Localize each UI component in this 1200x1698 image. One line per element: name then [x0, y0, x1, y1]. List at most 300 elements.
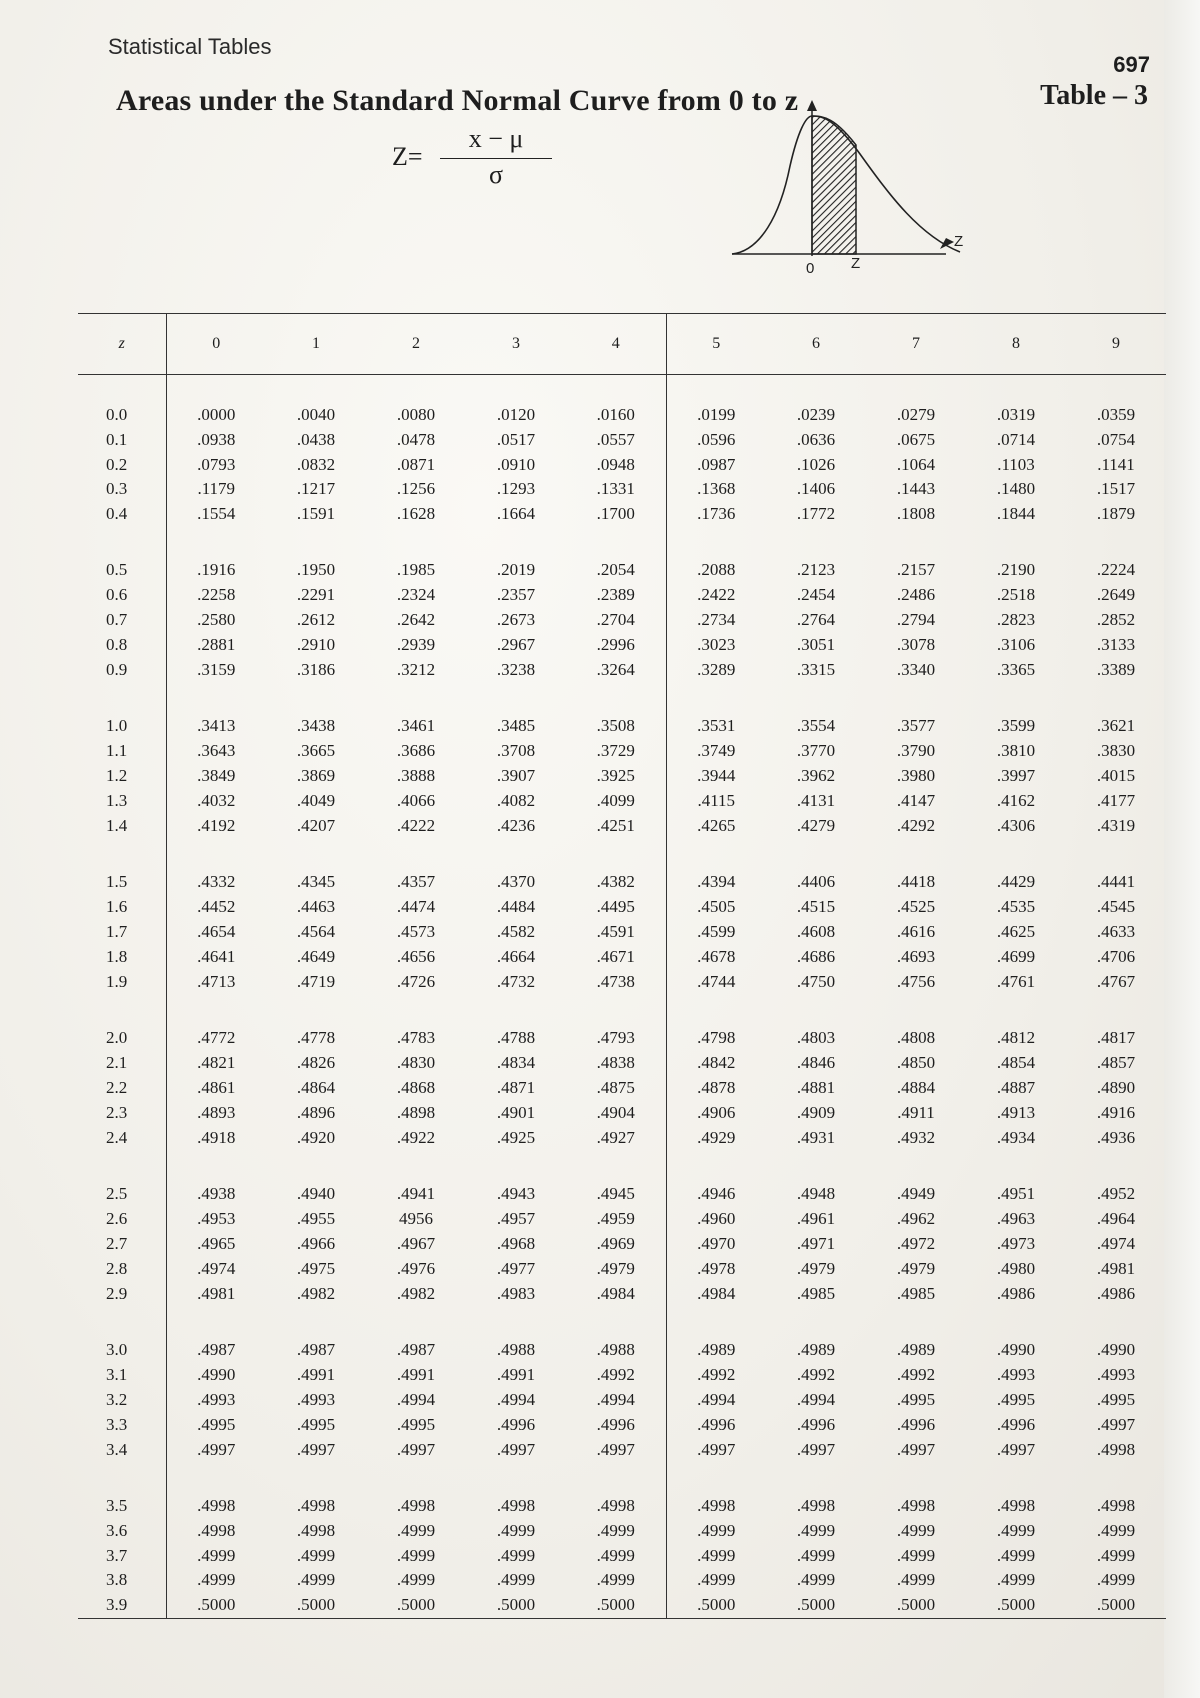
spacer-cell: [466, 527, 566, 558]
area-cell: .4987: [166, 1337, 266, 1362]
area-cell: .2939: [396, 635, 436, 655]
area-cell: .3289: [666, 658, 766, 683]
table-row: [78, 477, 1166, 502]
area-cell: .4875: [596, 1077, 635, 1097]
area-cell: .3790: [896, 741, 936, 761]
spacer-cell: [466, 1306, 566, 1337]
area-cell: .4987: [396, 1339, 436, 1359]
area-cell: .4997: [296, 1439, 336, 1459]
area-cell: .4693: [896, 947, 936, 967]
area-cell: .4925: [496, 1127, 536, 1147]
area-cell: .4345: [296, 872, 336, 892]
spacer-cell: [266, 1306, 366, 1337]
area-cell: .4131: [796, 791, 836, 811]
area-cell: .4964: [1096, 1208, 1136, 1228]
area-cell: .4505: [666, 895, 766, 920]
area-cell: .0359: [1096, 404, 1136, 424]
spacer-cell: [966, 527, 1066, 558]
spacer-cell: [1066, 1306, 1166, 1337]
spacer-cell: [766, 1150, 866, 1181]
spacer-cell: [766, 527, 866, 558]
area-cell: .2764: [796, 610, 836, 630]
section-header: Statistical Tables: [108, 34, 272, 59]
area-cell: .4966: [296, 1233, 336, 1253]
area-cell: .4418: [896, 872, 936, 892]
area-cell: .4941: [396, 1183, 436, 1203]
page-edge: [1164, 0, 1200, 1698]
spacer-cell: [666, 1150, 766, 1181]
spacer-cell: [1066, 683, 1166, 714]
area-cell: .4573: [396, 922, 436, 942]
area-cell: .4997: [796, 1439, 836, 1459]
area-cell: .4474: [396, 897, 436, 917]
area-cell: .1664: [496, 504, 536, 524]
area-cell: .0199: [666, 402, 766, 427]
spacer-cell: [766, 994, 866, 1025]
area-cell: .4957: [496, 1208, 536, 1228]
area-cell: .4999: [796, 1545, 836, 1565]
spacer-cell: [466, 683, 566, 714]
area-cell: .4927: [596, 1127, 635, 1147]
group-spacer: [78, 1150, 1166, 1181]
spacer-cell: [1066, 839, 1166, 870]
area-cell: .4996: [796, 1414, 836, 1434]
area-cell: .4946: [666, 1181, 766, 1206]
area-cell: .0636: [796, 429, 836, 449]
area-cell: .4798: [666, 1026, 766, 1051]
spacer-cell: [266, 1462, 366, 1493]
area-cell: .0000: [166, 402, 266, 427]
group-spacer: [78, 839, 1166, 870]
area-cell: .0793: [166, 452, 266, 477]
z-value-cell: 0.5: [106, 560, 128, 580]
spacer-cell: [166, 994, 266, 1025]
area-cell: .4857: [1096, 1053, 1136, 1072]
area-cell: .0675: [896, 429, 936, 449]
spacer-cell: [266, 683, 366, 714]
area-cell: .4998: [896, 1495, 936, 1515]
table-row: [78, 1543, 1166, 1568]
spacer-cell: [78, 1462, 166, 1493]
spacer-cell: [366, 683, 466, 714]
z-value-cell: 1.4: [106, 816, 128, 836]
axis-arrow-up: [807, 100, 817, 111]
area-cell: .4999: [396, 1570, 436, 1590]
area-cell: .4713: [166, 969, 266, 994]
table-row: [78, 1075, 1166, 1100]
spacer-cell: [78, 375, 166, 403]
table-row: [78, 895, 1166, 920]
area-cell: .4996: [596, 1414, 635, 1434]
area-cell: .4988: [496, 1339, 536, 1359]
area-cell: .4999: [496, 1545, 536, 1565]
area-cell: .4965: [166, 1231, 266, 1256]
area-cell: .1591: [296, 504, 336, 524]
area-cell: .4999: [396, 1545, 436, 1565]
area-cell: .4881: [796, 1077, 836, 1097]
area-cell: .2357: [496, 585, 536, 605]
spacer-cell: [1066, 994, 1166, 1025]
spacer-cell: [78, 839, 166, 870]
area-cell: .4999: [996, 1520, 1036, 1540]
area-cell: .4996: [666, 1412, 766, 1437]
area-cell: .2088: [666, 558, 766, 583]
area-cell: .4878: [666, 1075, 766, 1100]
area-cell: .4115: [666, 789, 766, 814]
area-cell: .4162: [996, 791, 1036, 811]
area-cell: .4654: [166, 920, 266, 945]
area-cell: .3599: [996, 716, 1036, 736]
area-cell: .5000: [266, 1593, 366, 1619]
area-cell: .2673: [496, 610, 536, 630]
area-cell: .5000: [366, 1593, 466, 1619]
area-cell: .3665: [296, 741, 336, 761]
z-value-cell: 2.0: [106, 1028, 128, 1048]
table-row: [78, 1206, 1166, 1231]
z-value-cell: 1.2: [106, 766, 128, 786]
area-cell: .4545: [1096, 897, 1136, 917]
area-cell: .3212: [396, 660, 436, 680]
spacer-cell: [266, 839, 366, 870]
area-cell: .4929: [666, 1125, 766, 1150]
area-cell: .4998: [496, 1495, 536, 1515]
spacer-cell: [78, 1150, 166, 1181]
area-cell: .1026: [796, 454, 836, 474]
spacer-cell: [966, 994, 1066, 1025]
spacer-cell: [866, 1150, 966, 1181]
area-cell: .4998: [596, 1495, 635, 1515]
area-cell: .4846: [796, 1053, 836, 1072]
column-header-9: 8: [966, 314, 1066, 375]
area-cell: .4938: [166, 1181, 266, 1206]
area-cell: .2734: [666, 608, 766, 633]
area-cell: .5000: [166, 1593, 266, 1619]
z-value-cell: 3.0: [106, 1339, 128, 1359]
area-cell: .3686: [396, 741, 436, 761]
area-cell: .4370: [496, 872, 536, 892]
area-cell: .4982: [396, 1283, 436, 1303]
spacer-cell: [866, 994, 966, 1025]
z-value-cell: 0.1: [106, 429, 128, 449]
area-cell: .4582: [496, 922, 536, 942]
area-cell: .0120: [496, 404, 536, 424]
area-cell: .4985: [796, 1283, 836, 1303]
area-cell: .4834: [496, 1053, 536, 1072]
formula-numerator: x − μ: [468, 124, 524, 153]
area-cell: .4986: [996, 1283, 1036, 1303]
spacer-cell: [866, 1462, 966, 1493]
area-cell: .2910: [296, 635, 336, 655]
origin-label: 0: [806, 260, 815, 277]
z-value-cell: 1.9: [106, 971, 128, 991]
area-cell: .3708: [496, 741, 536, 761]
z-value-cell: 2.5: [106, 1183, 128, 1203]
area-cell: .1256: [396, 479, 436, 499]
area-cell: .4989: [796, 1339, 836, 1359]
area-cell: .4988: [596, 1339, 635, 1359]
spacer-cell: [366, 1306, 466, 1337]
area-cell: .4999: [666, 1543, 766, 1568]
area-cell: .4931: [796, 1127, 836, 1147]
area-cell: .1064: [896, 454, 936, 474]
area-cell: .4890: [1096, 1077, 1136, 1097]
table-row: [78, 1100, 1166, 1125]
area-cell: .1103: [997, 454, 1035, 474]
area-cell: .4934: [996, 1127, 1036, 1147]
area-cell: .1217: [296, 479, 336, 499]
area-cell: .4850: [896, 1053, 936, 1072]
spacer-cell: [566, 683, 666, 714]
area-cell: .4911: [897, 1102, 935, 1122]
z-value-cell: 1.6: [106, 897, 128, 917]
area-cell: .4999: [666, 1568, 766, 1593]
area-cell: .4767: [1096, 971, 1136, 991]
area-cell: .4985: [896, 1283, 936, 1303]
area-cell: .0910: [496, 454, 536, 474]
table-row: [78, 1026, 1166, 1051]
area-cell: .4969: [596, 1233, 635, 1253]
table-row: [78, 583, 1166, 608]
area-cell: .4932: [896, 1127, 936, 1147]
area-cell: .4999: [396, 1520, 436, 1540]
area-cell: .4292: [896, 816, 936, 836]
area-cell: .5000: [966, 1593, 1066, 1619]
area-cell: .4999: [896, 1545, 936, 1565]
area-cell: .4826: [296, 1053, 336, 1072]
z-value-cell: 2.1: [106, 1053, 128, 1072]
area-cell: .4999: [996, 1545, 1036, 1565]
area-cell: .4967: [396, 1233, 436, 1253]
column-header-2: 1: [266, 314, 366, 375]
area-cell: .4649: [296, 947, 336, 967]
area-cell: .4977: [496, 1258, 536, 1278]
area-cell: .4996: [496, 1414, 536, 1434]
area-cell: .4979: [796, 1258, 836, 1278]
area-cell: .0987: [666, 452, 766, 477]
area-cell: .4998: [166, 1518, 266, 1543]
table-row: [78, 1125, 1166, 1150]
area-cell: .5000: [466, 1593, 566, 1619]
area-cell: .4995: [996, 1389, 1036, 1409]
table-row: [78, 1412, 1166, 1437]
area-cell: .4032: [166, 789, 266, 814]
area-cell: .4981: [166, 1281, 266, 1306]
area-cell: .4992: [596, 1364, 635, 1384]
area-cell: .3238: [496, 660, 536, 680]
area-cell: .1179: [166, 477, 266, 502]
area-cell: .4893: [166, 1100, 266, 1125]
table-row: [78, 1493, 1166, 1518]
spacer-cell: [1066, 1150, 1166, 1181]
area-cell: .4999: [596, 1570, 635, 1590]
spacer-cell: [666, 839, 766, 870]
z-value-cell: 3.9: [78, 1593, 166, 1619]
area-cell: .4884: [896, 1077, 936, 1097]
area-cell: .3106: [996, 635, 1036, 655]
area-cell: .4955: [296, 1208, 336, 1228]
area-cell: .4998: [666, 1493, 766, 1518]
area-cell: .4948: [796, 1183, 836, 1203]
shaded-area: [812, 116, 856, 254]
spacer-cell: [366, 375, 466, 403]
area-cell: .0160: [596, 404, 635, 424]
area-cell: .0754: [1096, 429, 1136, 449]
area-cell: .3413: [166, 714, 266, 739]
area-cell: .4996: [896, 1414, 936, 1434]
group-spacer: [78, 683, 1166, 714]
area-cell: .4973: [996, 1233, 1036, 1253]
spacer-cell: [466, 994, 566, 1025]
area-cell: .4993: [296, 1389, 336, 1409]
z-value-cell: 3.4: [106, 1439, 128, 1459]
area-cell: .4999: [496, 1570, 536, 1590]
area-cell: .4974: [1096, 1233, 1136, 1253]
spacer-cell: [966, 839, 1066, 870]
area-cell: .3438: [296, 716, 336, 736]
spacer-cell: [866, 375, 966, 403]
area-cell: .4991: [396, 1364, 436, 1384]
table-row: [78, 1231, 1166, 1256]
area-cell: .4099: [596, 791, 635, 811]
column-header-1: 0: [166, 314, 266, 375]
area-cell: .4608: [796, 922, 836, 942]
spacer-cell: [666, 527, 766, 558]
area-cell: .1406: [796, 479, 836, 499]
area-cell: .4306: [996, 816, 1036, 836]
table-row: [78, 739, 1166, 764]
area-cell: .4982: [296, 1283, 336, 1303]
area-cell: .4868: [396, 1077, 436, 1097]
area-cell: .1331: [596, 479, 635, 499]
table-row: [78, 1593, 1166, 1619]
table-row: [78, 658, 1166, 683]
area-cell: .4999: [796, 1520, 836, 1540]
spacer-cell: [166, 527, 266, 558]
table-row: [78, 1568, 1166, 1593]
table-row: [78, 1437, 1166, 1462]
spacer-cell: [78, 527, 166, 558]
z-value-cell: 2.9: [106, 1283, 128, 1303]
area-cell: .4207: [296, 816, 336, 836]
z-value-cell: 1.1: [106, 741, 128, 761]
area-cell: .1293: [496, 479, 536, 499]
area-cell: .4999: [796, 1570, 836, 1590]
spacer-cell: [266, 375, 366, 403]
area-cell: .4975: [296, 1258, 336, 1278]
area-cell: .4989: [666, 1337, 766, 1362]
z-value-cell: 0.2: [106, 454, 128, 474]
area-cell: .4983: [496, 1283, 536, 1303]
area-cell: .2881: [166, 633, 266, 658]
area-cell: .4382: [596, 872, 635, 892]
area-cell: .4920: [296, 1127, 336, 1147]
area-cell: .4864: [296, 1077, 336, 1097]
spacer-cell: [666, 1306, 766, 1337]
column-header-10: 9: [1066, 314, 1166, 375]
area-cell: .4641: [166, 945, 266, 970]
area-cell: .4732: [496, 971, 536, 991]
area-cell: .4909: [796, 1102, 836, 1122]
area-cell: .4463: [296, 897, 336, 917]
spacer-cell: [78, 994, 166, 1025]
spacer-cell: [566, 1306, 666, 1337]
area-cell: .4591: [596, 922, 635, 942]
formula-lhs: Z=: [392, 142, 423, 171]
area-cell: .4999: [496, 1520, 536, 1540]
spacer-cell: [566, 994, 666, 1025]
page-number: 697: [1113, 52, 1150, 77]
spacer-cell: [866, 839, 966, 870]
area-cell: .4803: [796, 1028, 836, 1048]
formula-denominator: σ: [488, 160, 503, 189]
area-cell: .3554: [796, 716, 836, 736]
column-header-3: 2: [366, 314, 466, 375]
area-cell: .3749: [666, 739, 766, 764]
area-cell: .3485: [496, 716, 536, 736]
area-cell: .3849: [166, 764, 266, 789]
spacer-cell: [166, 683, 266, 714]
spacer-cell: [466, 839, 566, 870]
table-row: [78, 1256, 1166, 1281]
normal-curve-diagram: [720, 96, 1060, 286]
spacer-cell: [366, 994, 466, 1025]
table-row: [78, 633, 1166, 658]
area-cell: .4994: [496, 1389, 536, 1409]
area-cell: .4761: [996, 971, 1036, 991]
area-cell: .3869: [296, 766, 336, 786]
z-point-label: Z: [851, 255, 861, 272]
spacer-cell: [266, 527, 366, 558]
area-cell: .4987: [296, 1339, 336, 1359]
area-cell: .3186: [296, 660, 336, 680]
table-row: [78, 608, 1166, 633]
area-cell: .3159: [166, 658, 266, 683]
area-cell: .4999: [296, 1545, 336, 1565]
area-cell: .4535: [996, 897, 1036, 917]
area-cell: .3051: [796, 635, 836, 655]
area-cell: .4788: [496, 1028, 536, 1048]
area-cell: .4332: [166, 870, 266, 895]
area-cell: .4599: [666, 920, 766, 945]
area-cell: .4990: [1096, 1339, 1136, 1359]
area-cell: .2157: [896, 560, 936, 580]
area-cell: .4406: [796, 872, 836, 892]
area-cell: .3264: [596, 660, 635, 680]
table-body: [78, 375, 1166, 1619]
area-cell: .4861: [166, 1075, 266, 1100]
area-cell: .4887: [996, 1077, 1036, 1097]
table-row: [78, 1337, 1166, 1362]
area-cell: .4357: [396, 872, 436, 892]
table-row: [78, 945, 1166, 970]
area-cell: .4995: [396, 1414, 436, 1434]
area-cell: .4726: [396, 971, 436, 991]
z-value-cell: 0.0: [106, 404, 128, 424]
area-cell: .4999: [666, 1518, 766, 1543]
area-cell: .4756: [896, 971, 936, 991]
area-cell: .4999: [166, 1543, 266, 1568]
spacer-cell: [166, 1150, 266, 1181]
spacer-cell: [466, 1150, 566, 1181]
area-cell: .4999: [166, 1568, 266, 1593]
z-axis-label: Z: [954, 233, 964, 250]
area-cell: .2123: [796, 560, 836, 580]
area-cell: .4633: [1096, 922, 1136, 942]
area-cell: .4678: [666, 945, 766, 970]
table-row: [78, 789, 1166, 814]
area-cell: .2852: [1096, 610, 1136, 630]
area-cell: .0832: [296, 454, 336, 474]
